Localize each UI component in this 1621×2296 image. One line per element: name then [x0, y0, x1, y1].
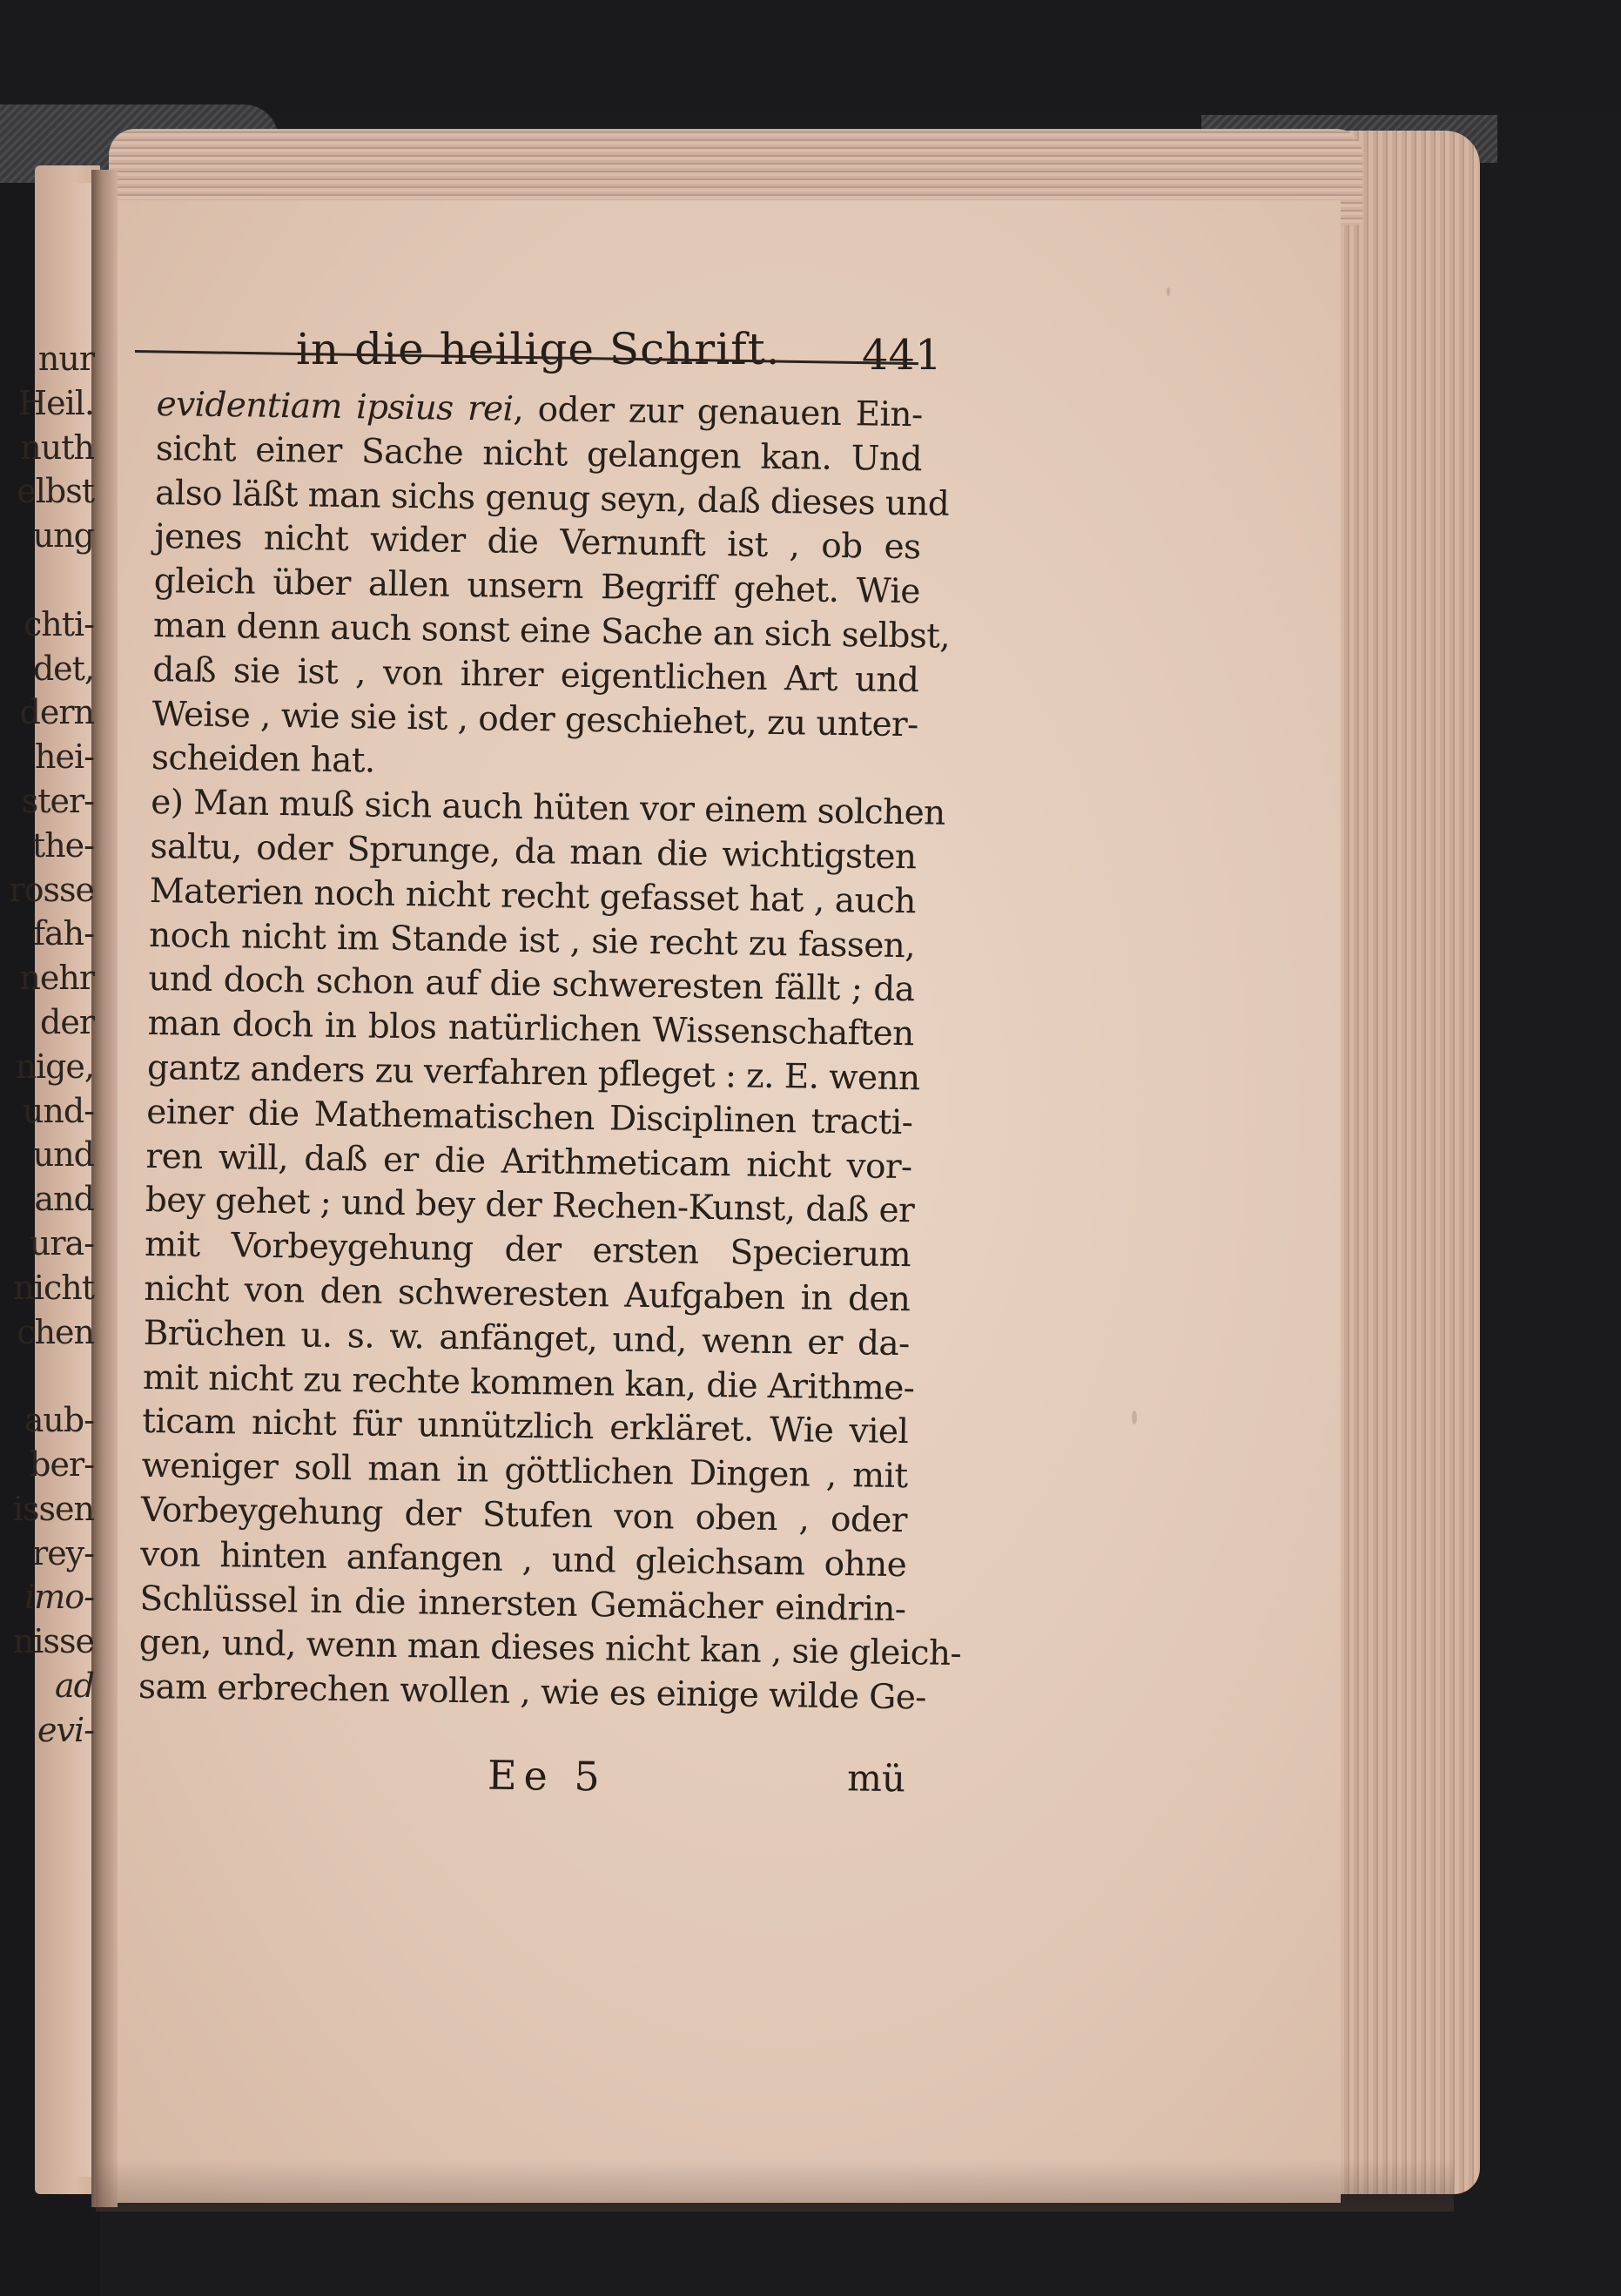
left-page-fragment: issen: [12, 1489, 94, 1528]
left-page-fragment: nicht: [13, 1268, 94, 1307]
text-segment: und doch schon auf die schweresten fällt ; da: [148, 959, 915, 1010]
left-page-fragment: nisse: [12, 1622, 94, 1661]
left-page-fragment: hei-: [35, 737, 94, 777]
signature-mark: Ee 5: [487, 1751, 608, 1801]
left-page-fragment: chen: [17, 1312, 94, 1351]
text-segment: weniger soll man in göttlichen Dingen , mit: [141, 1446, 908, 1497]
left-page-fragment: aub-: [24, 1401, 94, 1440]
text-segment: mit Vorbeygehung der ersten Specierum: [144, 1225, 911, 1276]
background-top: [0, 0, 1621, 113]
text-segment: evidentiam ipsius rei: [156, 384, 514, 429]
left-page-fragment: nehr: [19, 959, 94, 998]
left-page-fragment: chti-: [23, 604, 94, 643]
left-page-fragment: rosse: [9, 870, 94, 909]
left-page-fragment: ster-: [21, 782, 94, 820]
running-title: in die heilige Schrift.: [296, 324, 781, 374]
text-segment: gantz anders zu verfahren pfleget : z. E. wenn: [146, 1047, 920, 1099]
page-footer: [488, 1752, 906, 1810]
text-segment: mit nicht zu rechte kommen kan, die Arithme-: [142, 1357, 915, 1408]
left-page-fragment: nuth: [20, 428, 94, 467]
text-segment: noch nicht im Stande ist , sie recht zu fassen,: [148, 915, 916, 966]
left-page-fragment: nige,: [15, 1047, 94, 1086]
page-number: 441: [862, 331, 942, 380]
body-text: [138, 383, 962, 1720]
left-page-fragment: rey-: [32, 1533, 94, 1572]
left-page-fragment: fah-: [32, 914, 94, 953]
text-segment: Schlüssel in die innersten Gemächer eindrin-: [139, 1579, 906, 1629]
text-segment: bey gehet ; und bey der Rechen-Kunst, daß er: [145, 1181, 915, 1231]
left-page-fragment: ura-: [29, 1224, 94, 1262]
text-segment: e) Man muß sich auch hüten vor einem solchen: [150, 783, 945, 833]
catchword: mü: [846, 1756, 906, 1801]
text-segment: scheiden hat.: [151, 738, 376, 781]
text-segment: nicht von den schweresten Aufgaben in den: [144, 1269, 911, 1320]
left-page-fragment: det,: [32, 649, 94, 688]
left-page-fragment: the-: [31, 825, 94, 865]
left-page-fragment: und: [32, 1135, 94, 1175]
text-segment: Weise , wie sie ist , oder geschiehet, zu unter-: [151, 694, 918, 744]
left-page-fragment: nur: [37, 340, 94, 378]
text-segment: Materien noch nicht recht gefasset hat , auch: [149, 871, 917, 921]
text-segment: , oder zur genauen Ein-: [513, 389, 923, 435]
page-bottom-shadow: [96, 2159, 1454, 2212]
left-page-fragment: and: [34, 1180, 94, 1219]
text-segment: gen, und, wenn man dieses nicht kan , sie gleich-: [138, 1623, 962, 1674]
left-page-fragment: evi-: [37, 1710, 94, 1749]
text-segment: einer die Mathematischen Disciplinen tracti-: [145, 1092, 913, 1142]
left-page-fragment: der: [40, 1003, 94, 1041]
text-segment: ren will, daß er die Arithmeticam nicht vor-: [145, 1136, 912, 1187]
text-segment: Brüchen u. s. w. anfänget, und, wenn er da-: [143, 1313, 910, 1363]
text-segment: man doch in blos natürlichen Wissenschaften: [147, 1004, 914, 1054]
text-segment: jenes nicht wider die Vernunft ist , ob es: [154, 517, 921, 568]
left-page-fragment: imo-: [24, 1578, 94, 1617]
text-segment: von hinten anfangen , und gleichsam ohne: [139, 1534, 907, 1585]
text-segment: sicht einer Sache nicht gelangen kan. Und: [155, 428, 923, 480]
left-page-fragment: und-: [22, 1091, 94, 1130]
text-segment: daß sie ist , von ihrer eigentlichen Art und: [152, 650, 919, 701]
paper-spot: [1132, 1411, 1137, 1424]
text-segment: Vorbeygehung der Stufen von oben , oder: [140, 1490, 908, 1541]
book-gutter: [91, 170, 118, 2207]
text-segment: gleich über allen unsern Begriff gehet. Wie: [153, 562, 921, 612]
left-page-fragment: ung: [32, 516, 94, 555]
text-segment: ticam nicht für unnützlich erkläret. Wie viel: [142, 1402, 909, 1452]
text-segment: also läßt man sichs genug seyn, daß dieses und: [154, 473, 950, 524]
left-page-fragment: elbst: [17, 472, 94, 511]
text-segment: man denn auch sonst eine Sache an sich selbst,: [152, 605, 951, 656]
text-segment: sam erbrechen wollen , wie es einige wilde Ge-: [138, 1666, 927, 1718]
left-page-fragment: ad: [55, 1666, 94, 1705]
left-page-fragment: Heil.: [17, 383, 94, 422]
left-page-fragment: dern: [19, 693, 94, 732]
paper-spot: [1167, 287, 1170, 296]
left-page-fragment: ber-: [30, 1445, 94, 1484]
text-segment: saltu, oder Sprunge, da man die wichtigsten: [150, 826, 917, 878]
